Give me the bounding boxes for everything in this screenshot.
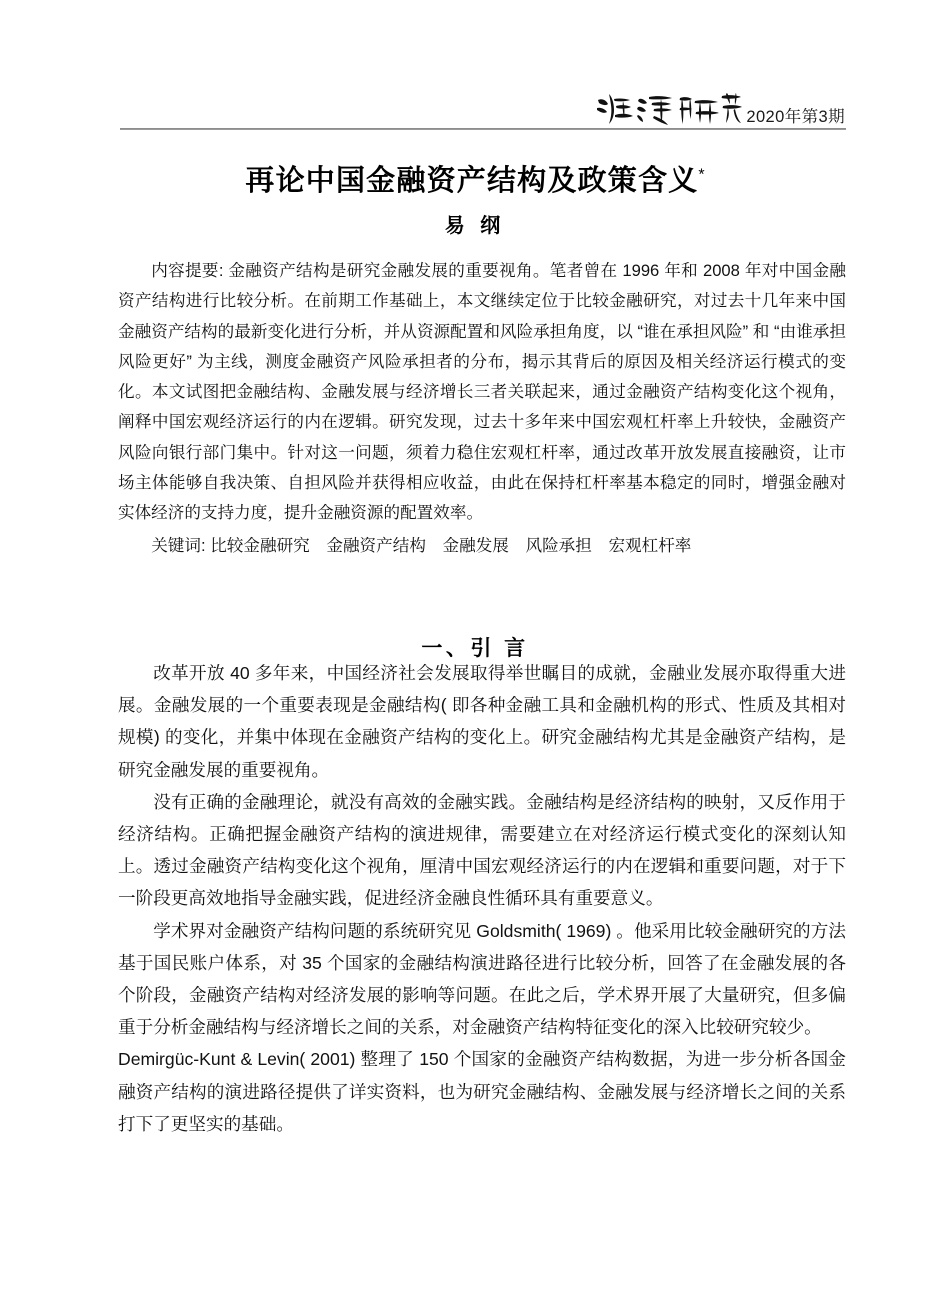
body-paragraph: Demirgüc-Kunt & Levin( 2001) 整理了 150 个国家的金融资产结构数据，为进一步分析各国金融资产结构的演进路径提供了详实资料，也为研究金融结构、金融发展与经济增长之间的关系打下了更坚实的基础。 [118,1049,846,1134]
masthead [120,82,845,128]
abstract-block [118,256,846,561]
journal-logo-icon [594,88,742,128]
section-heading: 一、引 言 [421,637,529,661]
body-paragraph: 学术界对金融资产结构问题的系统研究见 Goldsmith( 1969) 。他采用比较金融研究的方法基于国民账户体系，对 35 个国家的金融结构演进路径进行比较分析，回答了在金融发展的各个阶段，金融资产结构对经济发展的影响等问题。在此之后，学术界开展了大量研究，但多偏重于分析金融结构与经济增长之间的关系，对金融资产结构特征变化的深入比较研究较少。 [118,920,846,1038]
header-divider [120,128,846,130]
title-footnote-marker: * [698,166,705,184]
author-name: 易 纲 [444,215,506,237]
abstract-text: 内容提要: 金融资产结构是研究金融发展的重要视角。笔者曾在 1996 年和 2008 年对中国金融资产结构进行比较分析。在前期工作基础上，本文继续定位于比较金融研究，对过去十几年来中国金融资产结构的最新变化进行分析，并从资源配置和风险承担角度，以 “谁在承担风险” 和 “由谁承担风险更好” 为主线，测度金融资产风险承担者的分布，揭示其背后的原因及相关经济运行模式的变化。本文试图把金融结构、金融发展与经济增长三者关联起来，通过金融资产结构变化这个视角，阐释中国宏观经济运行的内在逻辑。研究发现，过去十多年来中国宏观杠杆率上升较快，金融资产风险向银行部门集中。针对这一问题，须着力稳住宏观杠杆率，通过改革开放发展直接融资，让市场主体能够自我决策、自担风险并获得相应收益，由此在保持杠杆率基本稳定的同时，增强金融对实体经济的支持力度，提升金融资源的配置效率。 [118,261,846,523]
issue-label: 2020年第3期 [746,107,845,126]
body-block [118,657,846,1140]
body-paragraph: 改革开放 40 多年来，中国经济社会发展取得举世瞩目的成就，金融业发展亦取得重大进展。金融发展的一个重要表现是金融结构( 即各种金融工具和金融机构的形式、性质及其相对规模) 的变化，并集中体现在金融资产结构的变化上。研究金融结构尤其是金融资产结构，是研究金融发展的重要视角。 [118,663,846,780]
keywords-line: 关键词: 比较金融研究 金融资产结构 金融发展 风险承担 宏观杠杆率 [151,535,692,555]
page-title-text: 再论中国金融资产结构及政策含义 [245,165,699,198]
page-title [0,163,950,199]
body-paragraph: 没有正确的金融理论，就没有高效的金融实践。金融结构是经济结构的映射，又反作用于经济结构。正确把握金融资产结构的演进规律，需要建立在对经济运行模式变化的深刻认知上。透过金融资产结构变化这个视角，厘清中国宏观经济运行的内在逻辑和重要问题，对于下一阶段更高效地指导金融实践，促进经济金融良性循环具有重要意义。 [118,791,846,909]
